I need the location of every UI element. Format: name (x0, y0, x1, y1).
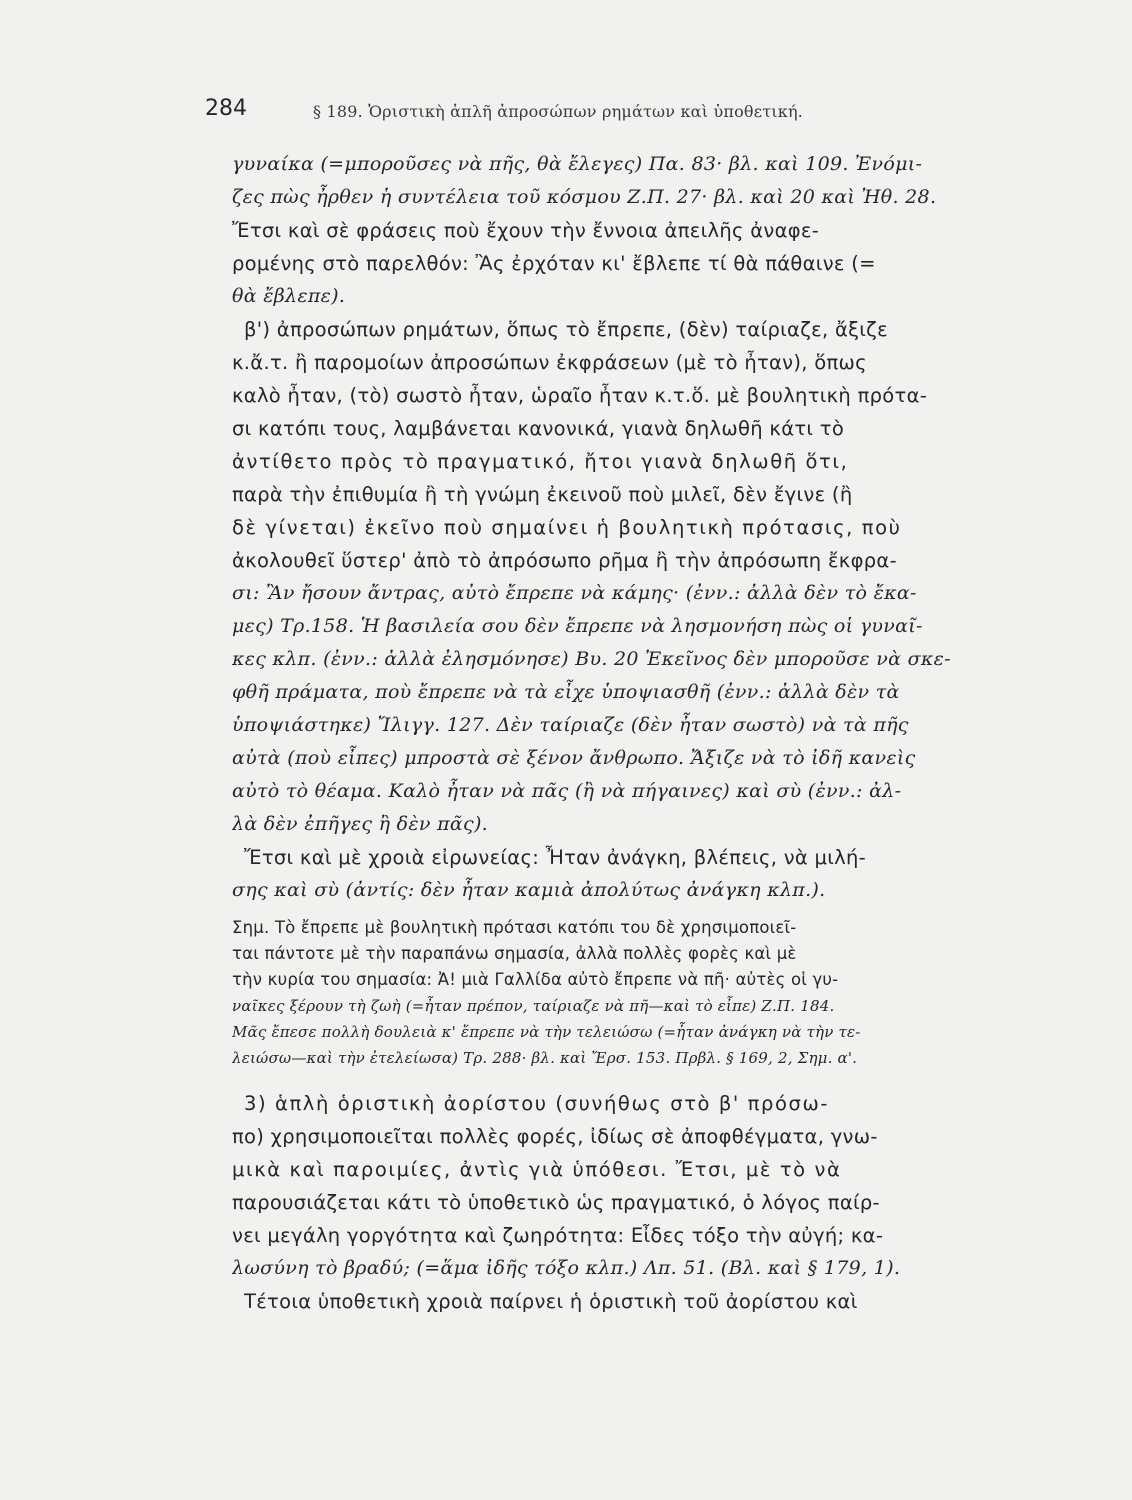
page-header (205, 96, 1005, 136)
text-line: δὲ γίνεται) ἐκεῖνο ποὺ σημαίνει ἡ βουλητικὴ πρότασις, ποὺ (232, 516, 902, 539)
text-line: παρουσιάζεται κάτι τὸ ὑποθετικὸ ὡς πραγματικό, ὁ λόγος παίρ- (232, 1191, 880, 1214)
text-line: σι κατόπι τους, λαμβάνεται κανονικά, γιανὰ δηλωθῆ κάτι τὸ (232, 417, 845, 440)
text-line: αὐτὸ τὸ θέαμα. Καλὸ ἦταν νὰ πᾶς (ἢ νὰ πήγαινες) καὶ σὺ (ἐνν.: ἀλ- (232, 780, 902, 802)
note-line: Μᾶς ἔπεσε πολλὴ δουλειὰ κ' ἔπρεπε νὰ τὴν τελειώσω (=ἦταν ἀνάγκη νὰ τὴν τε- (232, 1023, 861, 1041)
text-line: ἀκολουθεῖ ὕστερ' ἀπὸ τὸ ἀπρόσωπο ρῆμα ἢ τὴν ἀπρόσωπη ἔκφρα- (232, 549, 897, 572)
text-line: μες) Τρ.158. Ἡ βασιλεία σου δὲν ἔπρεπε νὰ λησμονήση πὼς οἱ γυναῖ- (232, 615, 923, 637)
text-line: σι: Ἂν ἤσουν ἄντρας, αὐτὸ ἔπρεπε νὰ κάμης· (ἐνν.: ἀλλὰ δὲν τὸ ἔκα- (232, 582, 917, 604)
text-line: κες κλπ. (ἐνν.: ἀλλὰ ἐλησμόνησε) Βυ. 20 Ἐκεῖνος δὲν μποροῦσε νὰ σκε- (232, 648, 951, 670)
note-line: ται πάντοτε μὲ τὴν παραπάνω σημασία, ἀλλὰ πολλὲς φορὲς καὶ μὲ (232, 944, 797, 963)
text-line: Ἔτσι καὶ σὲ φράσεις ποὺ ἔχουν τὴν ἔννοια ἀπειλῆς ἀναφε- (232, 219, 820, 242)
text-line: γυναίκα (=μποροῦσες νὰ πῆς, θὰ ἔλεγες) Πα. 83· βλ. καὶ 109. Ἐνόμι- (232, 153, 923, 175)
text-line: φθῆ πράματα, ποὺ ἔπρεπε νὰ τὰ εἶχε ὑποψιασθῆ (ἐνν.: ἀλλὰ δὲν τὰ (232, 681, 900, 703)
note-line: λειώσω—καὶ τὴν ἐτελείωσα) Τρ. 288· βλ. καὶ Ἔρσ. 153. Πρβλ. § 169, 2, Σημ. α'. (232, 1049, 858, 1067)
text-line: Τέτοια ὑποθετικὴ χροιὰ παίρνει ἡ ὁριστικὴ τοῦ ἀορίστου καὶ (244, 1290, 858, 1313)
footnote-remark (232, 915, 1000, 1071)
text-line: ζες πὼς ἦρθεν ἡ συντέλεια τοῦ κόσμου Ζ.Π. 27· βλ. καὶ 20 καὶ Ἠθ. 28. (232, 186, 937, 208)
note-line: τὴν κυρία του σημασία: Ἀ! μιὰ Γαλλίδα αὐτὸ ἔπρεπε νὰ πῆ· αὐτὲς οἱ γυ- (232, 970, 839, 989)
text-line: κ.ἄ.τ. ἢ παρομοίων ἀπροσώπων ἐκφράσεων (μὲ τὸ ἦταν), ὅπως (232, 351, 867, 374)
text-line: σης καὶ σὺ (ἀντίς: δὲν ἦταν καμιὰ ἀπολύτως ἀνάγκη κλπ.). (232, 879, 826, 901)
main-text (232, 148, 1000, 1318)
text-line: αὐτὰ (ποὺ εἶπες) μπροστὰ σὲ ξένον ἄνθρωπο. Ἄξιζε νὰ τὸ ἰδῆ κανεὶς (232, 747, 916, 769)
note-line: Σημ. Τὸ ἔπρεπε μὲ βουλητικὴ πρότασι κατόπι του δὲ χρησιμοποιεῖ- (232, 918, 797, 937)
text-line: πο) χρησιμοποιεῖται πολλὲς φορές, ἰδίως σὲ ἀποφθέγματα, γνω- (232, 1125, 878, 1148)
text-line: μικὰ καὶ παροιμίες, ἀντὶς γιὰ ὑπόθεσι. Ἔτσι, μὲ τὸ νὰ (232, 1158, 842, 1181)
text-line: παρὰ τὴν ἐπιθυμία ἢ τὴ γνώμη ἐκεινοῦ ποὺ μιλεῖ, δὲν ἔγινε (ἢ (232, 483, 853, 506)
page-number: 284 (205, 96, 247, 121)
text-line: ἀντίθετο πρὸς τὸ πραγματικό, ἤτοι γιανὰ δηλωθῆ ὅτι, (232, 450, 849, 473)
running-head: § 189. Ὁριστικὴ ἁπλῆ ἀπροσώπων ρημάτων καὶ ὑποθετική. (313, 102, 804, 121)
text-line: λὰ δὲν ἐπῆγες ἢ δὲν πᾶς). (232, 813, 488, 835)
text-line: νει μεγάλη γοργότητα καὶ ζωηρότητα: Εἶδες τόξο τὴν αὐγή; κα- (232, 1224, 884, 1247)
note-line: ναῖκες ξέρουν τὴ ζωὴ (=ἦταν πρέπον, ταίριαζε νὰ πῆ—καὶ τὸ εἶπε) Ζ.Π. 184. (232, 997, 835, 1015)
text-line: Ἔτσι καὶ μὲ χροιὰ εἰρωνείας: Ἦταν ἀνάγκη, βλέπεις, νὰ μιλή- (244, 846, 866, 869)
text-line: 3) ἁπλὴ ὁριστικὴ ἀορίστου (συνήθως στὸ β' πρόσω- (244, 1092, 830, 1115)
text-line: β') ἀπροσώπων ρημάτων, ὅπως τὸ ἔπρεπε, (δὲν) ταίριαζε, ἄξιζε (244, 318, 888, 341)
text-line: θὰ ἔβλεπε). (232, 285, 346, 307)
text-line: καλὸ ἦταν, (τὸ) σωστὸ ἦταν, ὡραῖο ἦταν κ.τ.ὅ. μὲ βουλητικὴ πρότα- (232, 384, 928, 407)
text-line: ρομένης στὸ παρελθόν: Ἂς ἐρχόταν κι' ἔβλεπε τί θὰ πάθαινε (= (232, 252, 876, 275)
text-line: ὑποψιάστηκε) Ἴλιγγ. 127. Δὲν ταίριαζε (δὲν ἦταν σωστὸ) νὰ τὰ πῆς (232, 714, 909, 736)
text-line: λωσύνη τὸ βραδύ; (=ἅμα ἰδῆς τόξο κλπ.) Λπ. 51. (Βλ. καὶ § 179, 1). (232, 1257, 901, 1279)
